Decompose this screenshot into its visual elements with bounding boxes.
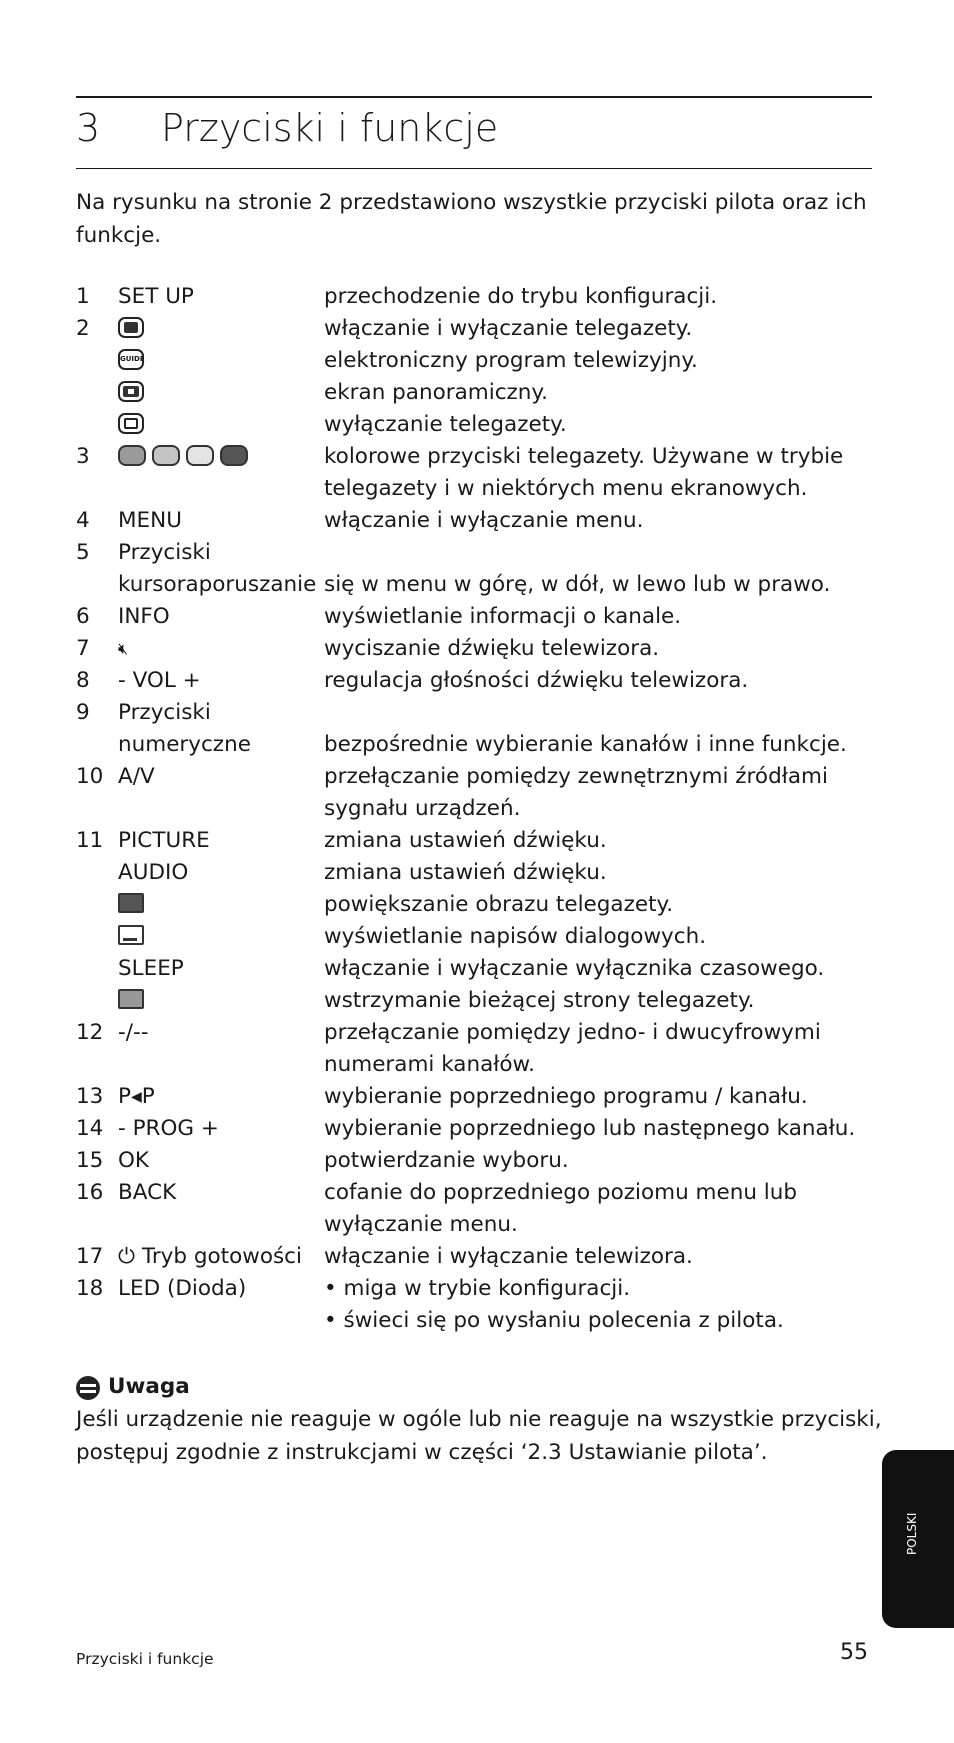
button-function-list <box>76 281 876 1337</box>
item-number: 16 <box>76 1180 104 1205</box>
item-description <box>324 1113 855 1145</box>
item-description-line: włączanie i wyłączanie telewizora. <box>324 1244 693 1269</box>
item-button-label: ⏻ Tryb gotowości <box>118 1244 302 1269</box>
item-button-label: Przyciski <box>118 540 211 565</box>
item-number: 14 <box>76 1116 104 1141</box>
item-description <box>324 1273 630 1305</box>
list-item <box>76 633 876 665</box>
list-item <box>76 601 876 633</box>
item-description-line: elektroniczny program telewizyjny. <box>324 348 698 373</box>
item-description-line: przełączanie pomiędzy jedno- i dwucyfrowymi <box>324 1020 821 1045</box>
item-description <box>324 569 830 601</box>
item-description <box>324 1017 821 1081</box>
item-description-line: włączanie i wyłączanie wyłącznika czasowego. <box>324 956 825 981</box>
item-number: 7 <box>76 636 90 661</box>
item-button-label: MENU <box>118 508 182 533</box>
footer-section-title: Przyciski i funkcje <box>76 1650 214 1668</box>
item-description-line: • świeci się po wysłaniu polecenia z pilota. <box>324 1308 784 1333</box>
item-button-label: P◂P <box>118 1084 155 1109</box>
item-button-label: A/V <box>118 764 155 789</box>
item-button-icon <box>118 345 144 377</box>
list-item <box>76 569 876 601</box>
page-number: 55 <box>840 1640 868 1665</box>
item-description-line: wyświetlanie informacji o kanale. <box>324 604 682 629</box>
chapter-title: Przyciski i funkcje <box>161 106 499 150</box>
item-number: 12 <box>76 1020 104 1045</box>
item-button-label: -/-- <box>118 1020 149 1045</box>
list-item <box>76 1273 876 1305</box>
item-description-line: • miga w trybie konfiguracji. <box>324 1276 631 1301</box>
list-item <box>76 921 876 953</box>
item-description <box>324 345 698 377</box>
guide-icon <box>118 349 144 370</box>
item-description <box>324 825 607 857</box>
item-button-label: OK <box>118 1148 150 1173</box>
note-icon <box>76 1376 100 1400</box>
item-description-line: wyłączanie telegazety. <box>324 412 567 437</box>
item-description <box>324 601 681 633</box>
teletext-off-icon <box>118 413 144 434</box>
item-description-line: wybieranie poprzedniego lub następnego kanału. <box>324 1116 856 1141</box>
item-description <box>324 1241 693 1273</box>
mute-icon: 🔇︎ <box>118 639 129 658</box>
item-description-line: wstrzymanie bieżącej strony telegazety. <box>324 988 755 1013</box>
subtitle-icon <box>118 925 144 945</box>
intro-paragraph: Na rysunku na stronie 2 przedstawiono wszystkie przyciski pilota oraz ich funkcje. <box>76 190 867 248</box>
list-item <box>76 985 876 1017</box>
item-description-line: wyłączanie menu. <box>324 1212 518 1237</box>
item-number: 1 <box>76 284 90 309</box>
item-button-label: INFO <box>118 604 170 629</box>
item-number: 17 <box>76 1244 104 1269</box>
item-description <box>324 633 659 665</box>
item-button-icon <box>118 313 144 345</box>
teletext-icon <box>118 317 144 338</box>
color-button-icon <box>152 445 180 466</box>
list-item <box>76 1017 876 1081</box>
list-item <box>76 377 876 409</box>
list-item <box>76 1241 876 1273</box>
item-description-line: się w menu w górę, w dół, w lewo lub w prawo. <box>324 572 831 597</box>
guide-icon-text: GUIDE <box>120 354 145 363</box>
item-description-line: włączanie i wyłączanie menu. <box>324 508 644 533</box>
item-description <box>324 1305 784 1337</box>
item-button-icon <box>118 985 144 1017</box>
item-number: 8 <box>76 668 90 693</box>
item-description <box>324 985 754 1017</box>
item-description-line: powiększanie obrazu telegazety. <box>324 892 674 917</box>
item-description-line: regulacja głośności dźwięku telewizora. <box>324 668 749 693</box>
list-item <box>76 697 876 729</box>
color-button-icon <box>220 445 248 466</box>
item-button-icon <box>118 377 144 409</box>
color-button-icon <box>186 445 214 466</box>
color-buttons-icon <box>118 441 254 473</box>
item-description <box>324 729 847 761</box>
item-description <box>324 921 706 953</box>
top-rule <box>76 96 872 98</box>
item-button-label: numeryczne <box>118 732 251 757</box>
item-number: 15 <box>76 1148 104 1173</box>
hold-icon <box>118 989 144 1009</box>
list-item <box>76 345 876 377</box>
item-description-line: zmiana ustawień dźwięku. <box>324 860 607 885</box>
item-description <box>324 409 567 441</box>
item-button-label: SET UP <box>118 284 194 309</box>
list-item <box>76 505 876 537</box>
list-item <box>76 1113 876 1145</box>
item-number: 2 <box>76 316 90 341</box>
item-button-label: - VOL + <box>118 668 201 693</box>
item-number: 9 <box>76 700 90 725</box>
item-number: 18 <box>76 1276 104 1301</box>
item-description <box>324 1177 797 1241</box>
list-item <box>76 953 876 985</box>
item-description <box>324 441 843 505</box>
list-item <box>76 1177 876 1241</box>
list-item <box>76 409 876 441</box>
item-description-line: kolorowe przyciski telegazety. Używane w trybie <box>324 444 844 469</box>
item-button-icon <box>118 889 144 921</box>
item-description-line: potwierdzanie wyboru. <box>324 1148 569 1173</box>
item-description <box>324 857 607 889</box>
item-button-label: SLEEP <box>118 956 184 981</box>
item-description-line: włączanie i wyłączanie telegazety. <box>324 316 693 341</box>
item-description <box>324 953 824 985</box>
list-item <box>76 281 876 313</box>
list-item <box>76 665 876 697</box>
list-item <box>76 441 876 505</box>
item-button-icon <box>118 921 144 953</box>
item-description <box>324 1081 808 1113</box>
list-item <box>76 1145 876 1177</box>
color-button-icon <box>118 445 146 466</box>
item-description <box>324 281 717 313</box>
item-button-label: Przyciski <box>118 700 211 725</box>
list-item <box>76 313 876 345</box>
item-number: 13 <box>76 1084 104 1109</box>
item-description-line: przełączanie pomiędzy zewnętrznymi źródłami <box>324 764 828 789</box>
item-button-label: PICTURE <box>118 828 210 853</box>
item-description <box>324 313 692 345</box>
list-item <box>76 729 876 761</box>
item-description-line: numerami kanałów. <box>324 1052 535 1077</box>
item-number: 6 <box>76 604 90 629</box>
item-number: 11 <box>76 828 104 853</box>
item-button-label: BACK <box>118 1180 177 1205</box>
item-description-line: sygnału urządzeń. <box>324 796 521 821</box>
item-description <box>324 665 748 697</box>
language-tab-label: POLSKI <box>905 1512 919 1555</box>
item-description <box>324 889 673 921</box>
list-item <box>76 1305 876 1337</box>
item-number: 4 <box>76 508 90 533</box>
item-description <box>324 1145 569 1177</box>
heading-rule <box>76 168 872 169</box>
item-description-line: bezpośrednie wybieranie kanałów i inne funkcje. <box>324 732 847 757</box>
item-description-line: wyciszanie dźwięku telewizora. <box>324 636 660 661</box>
item-button-label: LED (Dioda) <box>118 1276 247 1301</box>
chapter-number: 3 <box>76 106 101 150</box>
widescreen-icon <box>118 381 144 402</box>
item-button-label: AUDIO <box>118 860 189 885</box>
list-item <box>76 537 876 569</box>
note-text: Jeśli urządzenie nie reaguje w ogóle lub nie reaguje na wszystkie przyciski, postępuj zgodnie z instrukcjami w części ‘2.3 Ustawianie pilota’. <box>76 1407 882 1465</box>
item-description-line: zmiana ustawień dźwięku. <box>324 828 607 853</box>
item-button-label: kursoraporuszanie <box>118 572 317 597</box>
list-item <box>76 889 876 921</box>
item-description-line: cofanie do poprzedniego poziomu menu lub <box>324 1180 798 1205</box>
item-description-line: wyświetlanie napisów dialogowych. <box>324 924 707 949</box>
item-button-icon <box>118 441 254 473</box>
zoom-icon <box>118 893 144 913</box>
list-item <box>76 761 876 825</box>
item-description-line: przechodzenie do trybu konfiguracji. <box>324 284 718 309</box>
note-title: Uwaga <box>108 1374 190 1399</box>
item-number: 10 <box>76 764 104 789</box>
item-description-line: wybieranie poprzedniego programu / kanału. <box>324 1084 808 1109</box>
list-item <box>76 857 876 889</box>
list-item <box>76 825 876 857</box>
item-button-icon <box>118 409 144 441</box>
item-button-label: - PROG + <box>118 1116 219 1141</box>
item-description-line: telegazety i w niektórych menu ekranowych. <box>324 476 808 501</box>
item-number: 3 <box>76 444 90 469</box>
item-number: 5 <box>76 540 90 565</box>
list-item <box>76 1081 876 1113</box>
item-button-icon <box>118 633 128 665</box>
item-description-line: ekran panoramiczny. <box>324 380 548 405</box>
item-description <box>324 505 643 537</box>
item-description <box>324 761 828 825</box>
item-description <box>324 377 548 409</box>
